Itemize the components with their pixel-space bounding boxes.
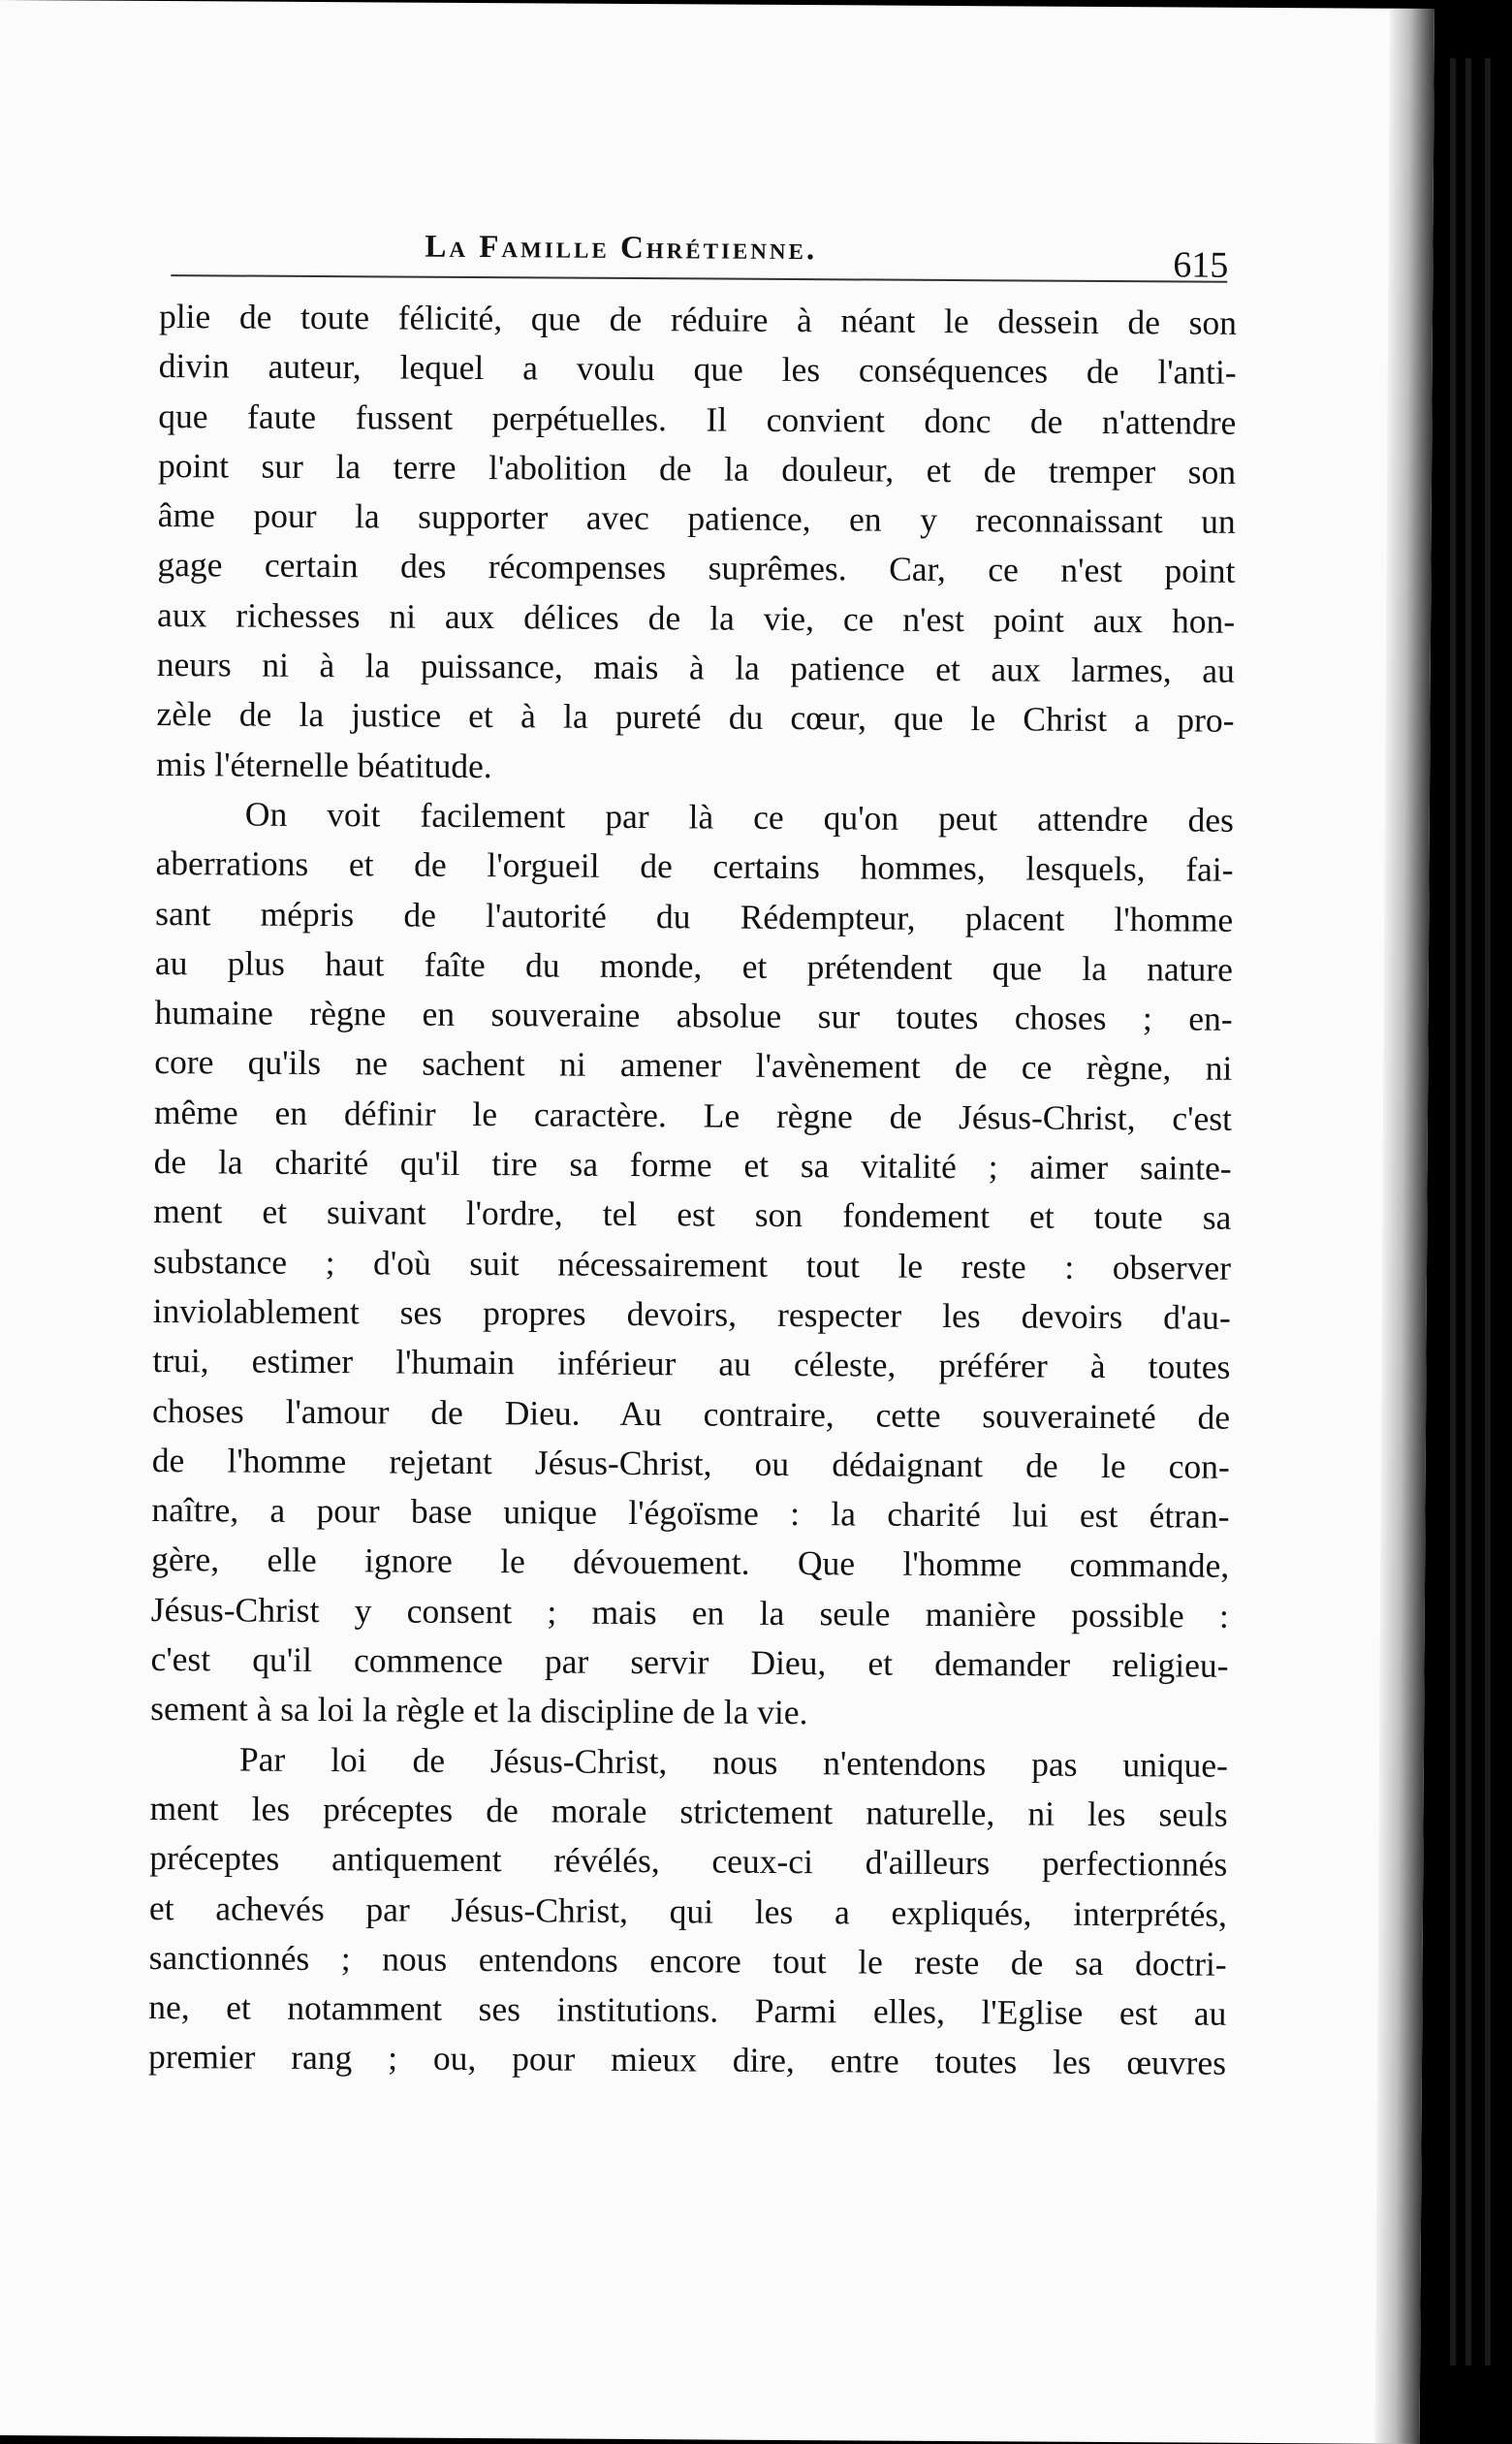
text-line: préceptes antiquement révélés, ceux-ci d'ailleurs perfectionnés [149, 1838, 1228, 1884]
text-line: ne, et notamment ses institutions. Parmi elles, l'Eglise est au [148, 1987, 1227, 2033]
text-line: de la charité qu'il tire sa forme et sa vitalité ; aimer sainte- [153, 1142, 1232, 1188]
text-line: premier rang ; ou, pour mieux dire, entre toutes les œuvres [147, 2037, 1227, 2083]
text-line: sant mépris de l'autorité du Rédempteur, placent l'homme [155, 893, 1234, 939]
text-line: core qu'ils ne sachent ni amener l'avènement de ce règne, ni [154, 1042, 1233, 1089]
text-line: sanctionnés ; nous entendons encore tout le reste de sa doctri- [148, 1937, 1227, 1984]
paragraph-start-line: Par loi de Jésus-Christ, nous n'entendons pas unique- [238, 1739, 1229, 1785]
text-line: point sur la terre l'abolition de la douleur, et de tremper son [157, 445, 1237, 492]
book-edge-stripe [1450, 58, 1456, 2365]
text-line: aberrations et de l'orgueil de certains hommes, lesquels, fai- [155, 843, 1234, 890]
text-line: ment et suivant l'ordre, tel est son fondement et toute sa [153, 1191, 1232, 1238]
body-text [148, 292, 1237, 2088]
text-line: gage certain des récompenses suprêmes. Car, ce n'est point [157, 545, 1236, 591]
text-line: choses l'amour de Dieu. Au contraire, cette souveraineté de [151, 1390, 1231, 1437]
text-line: trui, estimer l'humain inférieur au céleste, préférer à toutes [152, 1341, 1231, 1387]
running-title: La Famille Chrétienne. [425, 229, 818, 268]
book-edge-stripe [1465, 58, 1471, 2365]
text-line: mis l'éternelle béatitude. [156, 744, 492, 785]
text-line: plie de toute félicité, que de réduire à néant le dessein de son [158, 297, 1238, 342]
text-line: inviolablement ses propres devoirs, respecter les devoirs d'au- [152, 1290, 1231, 1337]
text-line: gère, elle ignore le dévouement. Que l'homme commande, [151, 1539, 1230, 1586]
text-line: au plus haut faîte du monde, et prétendent que la nature [154, 942, 1234, 989]
text-line: humaine règne en souveraine absolue sur toutes choses ; en- [154, 993, 1233, 1038]
text-line: zèle de la justice et à la pureté du cœur, que le Christ a pro- [156, 694, 1235, 741]
book-edge-stripe [1485, 58, 1491, 2365]
page-edge-shadow [1375, 9, 1434, 2444]
text-line: c'est qu'il commence par servir Dieu, et demander religieu- [150, 1638, 1229, 1685]
text-line: neurs ni à la puissance, mais à la patience et aux larmes, au [156, 645, 1235, 690]
text-line: même en définir le caractère. Le règne de Jésus-Christ, c'est [153, 1092, 1233, 1138]
text-line: que faute fussent perpétuelles. Il convient donc de n'attendre [158, 396, 1237, 442]
text-line: naître, a pour base unique l'égoïsme : la charité lui est étran- [151, 1490, 1230, 1536]
text-line: âme pour la supporter avec patience, en y reconnaissant un [157, 495, 1236, 541]
page-number: 615 [1173, 244, 1229, 286]
text-line: et achevés par Jésus-Christ, qui les a expliqués, interprétés, [148, 1888, 1228, 1934]
text-line: Jésus-Christ y consent ; mais en la seule manière possible : [150, 1589, 1229, 1635]
text-line: sement à sa loi la règle et la discipline de la vie. [150, 1689, 808, 1732]
text-line: aux richesses ni aux délices de la vie, ce n'est point aux hon- [157, 594, 1236, 641]
text-line: ment les préceptes de morale strictement naturelle, ni les seuls [149, 1788, 1228, 1834]
text-line: divin auteur, lequel a voulu que les conséquences de l'anti- [158, 346, 1237, 393]
text-line: substance ; d'où suit nécessairement tout le reste : observer [152, 1241, 1232, 1287]
text-line: de l'homme rejetant Jésus-Christ, ou dédaignant de le con- [151, 1440, 1230, 1486]
paragraph-start-line: On voit facilement par là ce qu'on peut attendre des [244, 794, 1234, 840]
